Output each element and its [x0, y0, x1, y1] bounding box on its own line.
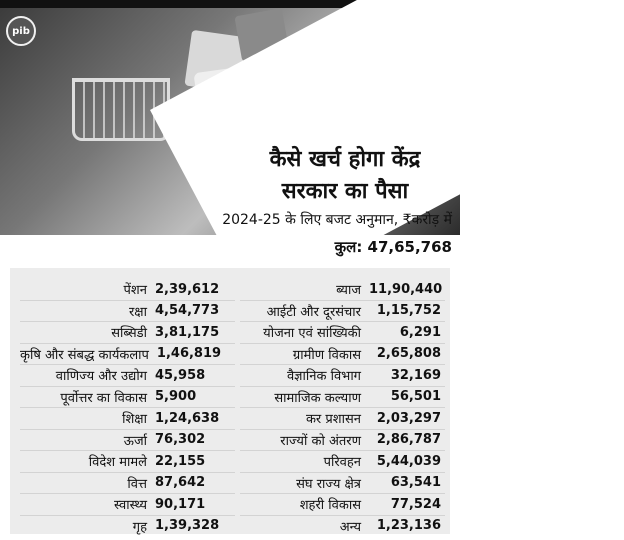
row-label: योजना एवं सांख्यिकी: [263, 326, 361, 342]
table-row: [240, 344, 445, 366]
row-value: 4,54,773: [155, 303, 220, 319]
table-row: [20, 279, 235, 301]
row-value: 56,501: [390, 389, 441, 405]
row-label: पेंशन: [123, 283, 147, 299]
row-value: 11,90,440: [369, 281, 443, 297]
row-value: 22,155: [155, 453, 206, 469]
row-label: गृह: [132, 519, 147, 535]
row-value: 2,39,612: [155, 281, 220, 297]
row-label: परिवहन: [323, 455, 361, 471]
table-row: [240, 494, 445, 516]
row-value: 1,24,638: [155, 410, 220, 426]
row-label: कर प्रशासन: [305, 412, 361, 428]
row-label: वाणिज्य और उद्योग: [55, 369, 147, 385]
pib-logo: pib: [6, 16, 36, 46]
table-row: [20, 344, 235, 366]
row-label: शहरी विकास: [299, 498, 361, 514]
table-row: [20, 387, 235, 409]
table-row: [20, 516, 235, 537]
row-label: वित्त: [127, 476, 147, 492]
row-label: ब्याज: [336, 283, 361, 299]
row-value: 2,03,297: [376, 410, 441, 426]
table-row: [240, 365, 445, 387]
total-amount: कुल: 47,65,768: [334, 238, 452, 256]
row-label: सब्सिडी: [111, 326, 147, 342]
row-value: 77,524: [390, 496, 441, 512]
row-label: विदेश मामले: [88, 455, 147, 471]
row-value: 45,958: [155, 367, 206, 383]
table-row: [20, 322, 235, 344]
row-label: वैज्ञानिक विभाग: [286, 369, 361, 385]
row-label: सामाजिक कल्याण: [274, 390, 361, 406]
row-label: आईटी और दूरसंचार: [266, 304, 361, 320]
title-line-1: कैसे खर्च होगा केंद्र: [269, 147, 421, 172]
row-value: 3,81,175: [155, 324, 220, 340]
row-label: अन्य: [339, 519, 361, 535]
row-value: 6,291: [399, 324, 441, 340]
row-value: 1,39,328: [155, 518, 220, 534]
left-column: [20, 279, 235, 536]
row-value: 1,15,752: [376, 303, 441, 319]
row-value: 76,302: [155, 432, 206, 448]
row-value: 2,86,787: [376, 432, 441, 448]
row-label: ग्रामीण विकास: [292, 347, 361, 363]
row-label: ऊर्जा: [123, 433, 147, 449]
table-row: [20, 365, 235, 387]
row-value: 2,65,808: [376, 346, 441, 362]
table-row: [20, 408, 235, 430]
row-label: राज्यों को अंतरण: [280, 433, 361, 449]
table-row: [240, 279, 445, 301]
row-label: स्वास्थ्य: [113, 498, 147, 514]
table-row: [240, 408, 445, 430]
row-value: 90,171: [155, 496, 206, 512]
row-value: 87,642: [155, 475, 206, 491]
table-row: [20, 301, 235, 323]
row-value: 1,46,819: [156, 346, 222, 362]
budget-table: [10, 268, 450, 534]
title-line-2: सरकार का पैसा: [281, 179, 409, 204]
table-row: [240, 387, 445, 409]
table-row: [20, 430, 235, 452]
table-row: [240, 322, 445, 344]
row-label: पूर्वोत्तर का विकास: [60, 390, 147, 406]
table-row: [20, 494, 235, 516]
table-row: [240, 451, 445, 473]
table-row: [240, 516, 445, 537]
row-label: रक्षा: [128, 304, 147, 320]
table-row: [20, 473, 235, 495]
table-row: [240, 473, 445, 495]
table-row: [240, 301, 445, 323]
row-value: 5,900: [155, 389, 197, 405]
subtitle: 2024-25 के लिए बजट अनुमान, ₹करोड़ में: [222, 212, 452, 228]
table-row: [240, 430, 445, 452]
row-value: 63,541: [390, 475, 441, 491]
row-value: 5,44,039: [376, 453, 441, 469]
table-row: [20, 451, 235, 473]
row-value: 32,169: [390, 367, 441, 383]
row-label: शिक्षा: [122, 412, 147, 428]
page-title: [235, 144, 455, 208]
right-column: [240, 279, 445, 536]
row-label: कृषि और संबद्ध कार्यकलाप: [20, 347, 149, 363]
row-value: 1,23,136: [376, 518, 441, 534]
row-label: संघ राज्य क्षेत्र: [296, 476, 361, 492]
